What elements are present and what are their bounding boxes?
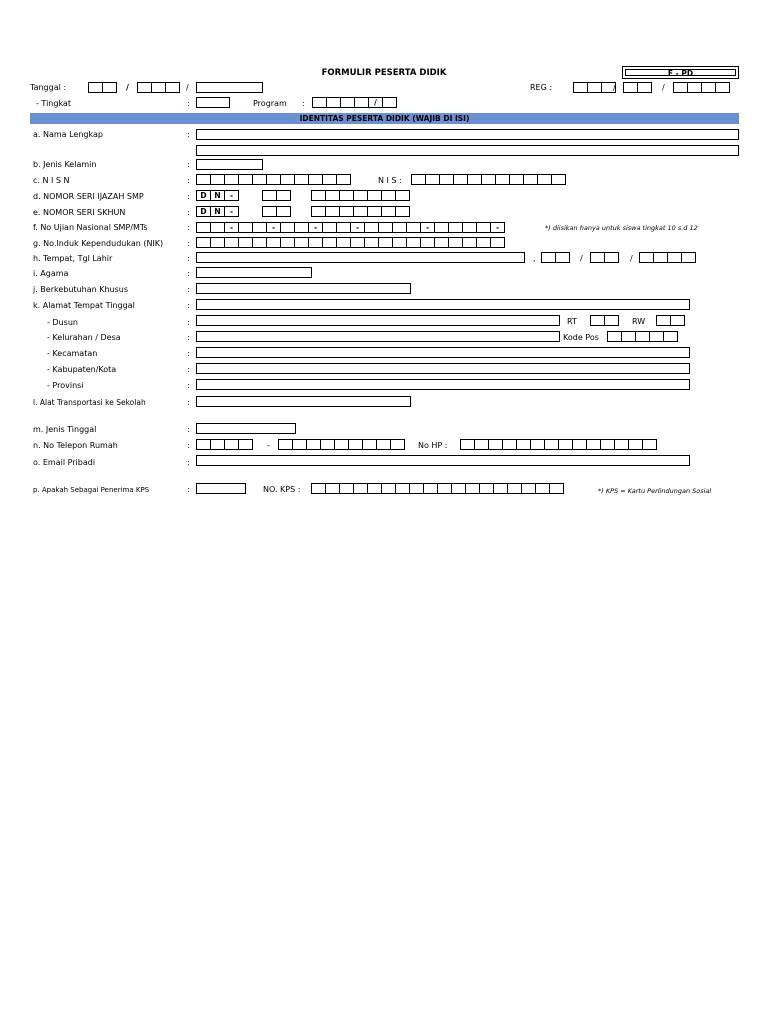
rt-boxes[interactable] [590, 315, 619, 326]
colon: : [187, 192, 190, 201]
reg-slash-1: / [613, 83, 616, 92]
email-field[interactable] [196, 455, 690, 466]
tempat-lahir-field[interactable] [196, 252, 525, 263]
label-no-hp: No HP : [418, 441, 448, 450]
alamat-field[interactable] [196, 299, 690, 310]
label-provinsi: - Provinsi [47, 381, 84, 390]
label-ijazah: d. NOMOR SERI IJAZAH SMP [33, 192, 144, 201]
colon: : [187, 425, 190, 434]
jenis-kelamin-field[interactable] [196, 159, 263, 170]
label-nik: g. No.Induk Kependudukan (NIK) [33, 239, 164, 248]
label-penerima-kps: p. Apakah Sebagai Penerima KPS [33, 486, 150, 494]
colon: : [187, 301, 190, 310]
ijazah-boxes-2[interactable] [311, 190, 410, 201]
tanggal-day-boxes[interactable] [88, 82, 117, 93]
telepon-kode-area-boxes[interactable] [196, 439, 253, 450]
dusun-field[interactable] [196, 315, 560, 326]
slash: / [630, 254, 633, 263]
nama-lengkap-field-1[interactable] [196, 129, 739, 140]
label-kelurahan: - Kelurahan / Desa [47, 333, 121, 342]
tingkat-field[interactable] [196, 97, 230, 108]
nik-boxes[interactable] [196, 237, 505, 248]
form-code: F - PD [625, 69, 736, 76]
label-tempat-tgl-lahir: h. Tempat, Tgl Lahir [33, 254, 113, 263]
tingkat-label: - Tingkat [36, 99, 71, 108]
label-dusun: - Dusun [47, 318, 78, 327]
comma: , [533, 254, 536, 263]
colon: : [187, 318, 190, 327]
label-jenis-kelamin: b. Jenis Kelamin [33, 160, 97, 169]
colon: : [187, 458, 190, 467]
label-nis: N I S : [378, 176, 402, 185]
rw-boxes[interactable] [656, 315, 685, 326]
colon: : [187, 381, 190, 390]
provinsi-field[interactable] [196, 379, 690, 390]
ujian-nasional-boxes[interactable]: - - - - - - [196, 222, 505, 233]
label-no-kps: NO. KPS : [263, 485, 301, 494]
colon: : [187, 441, 190, 450]
label-kecamatan: - Kecamatan [47, 349, 98, 358]
colon: : [187, 485, 190, 494]
program-label: Program [253, 99, 287, 108]
tanggal-slash-1: / [126, 83, 129, 92]
reg-boxes-1[interactable] [573, 82, 616, 93]
tanggal-month-boxes[interactable] [137, 82, 180, 93]
dash: - [267, 441, 270, 450]
label-nama-lengkap: a. Nama Lengkap [33, 130, 103, 139]
colon: : [187, 160, 190, 169]
colon: : [187, 208, 190, 217]
reg-label: REG : [530, 83, 553, 92]
colon: : [187, 223, 190, 232]
label-berkebutuhan-khusus: j. Berkebutuhan Khusus [33, 285, 129, 294]
agama-field[interactable] [196, 267, 312, 278]
no-kps-boxes[interactable] [311, 483, 564, 494]
section-banner [30, 113, 739, 124]
tanggal-year-field[interactable] [196, 82, 263, 93]
tgl-lahir-month-boxes[interactable] [590, 252, 619, 263]
tgl-lahir-year-boxes[interactable] [639, 252, 696, 263]
no-hp-boxes[interactable] [460, 439, 657, 450]
label-jenis-tinggal: m. Jenis Tinggal [33, 425, 97, 434]
jenis-tinggal-field[interactable] [196, 423, 296, 434]
colon: : [187, 398, 190, 407]
colon: : [187, 99, 190, 108]
label-agama: i. Agama [33, 269, 69, 278]
label-kabupaten: - Kabupaten/Kota [47, 365, 117, 374]
colon: : [187, 130, 190, 139]
tgl-lahir-day-boxes[interactable] [541, 252, 570, 263]
ijazah-dn-boxes[interactable]: D N - [196, 190, 239, 201]
colon: : [302, 99, 305, 108]
label-email: o. Email Pribadi [33, 458, 96, 467]
kabupaten-field[interactable] [196, 363, 690, 374]
form-code-box [622, 66, 739, 79]
section-banner-title: IDENTITAS PESERTA DIDIK (WAJIB DI ISI) [299, 114, 470, 123]
kecamatan-field[interactable] [196, 347, 690, 358]
telepon-nomor-boxes[interactable] [278, 439, 405, 450]
skhun-boxes-1[interactable] [262, 206, 291, 217]
kps-note: *) KPS = Kartu Perlindungan Sosial [598, 487, 712, 495]
label-rt: RT [567, 317, 577, 326]
label-kode-pos: Kode Pos [563, 333, 599, 342]
tanggal-slash-2: / [186, 83, 189, 92]
skhun-dn-boxes[interactable]: D N - [196, 206, 239, 217]
colon: : [187, 333, 190, 342]
nisn-boxes[interactable] [196, 174, 351, 185]
ujian-nasional-note: *) diisikan hanya untuk siswa tingkat 10 s.d 12 [545, 224, 698, 232]
nis-boxes[interactable] [411, 174, 566, 185]
label-skhun: e. NOMOR SERI SKHUN [33, 208, 126, 217]
reg-boxes-3[interactable] [673, 82, 730, 93]
berkebutuhan-khusus-field[interactable] [196, 283, 411, 294]
reg-boxes-2[interactable] [623, 82, 652, 93]
transportasi-field[interactable] [196, 396, 411, 407]
penerima-kps-field[interactable] [196, 483, 246, 494]
label-telepon-rumah: n. No Telepon Rumah [33, 441, 118, 450]
colon: : [187, 349, 190, 358]
nama-lengkap-field-2[interactable] [196, 145, 739, 156]
reg-slash-2: / [662, 83, 665, 92]
ijazah-boxes-1[interactable] [262, 190, 291, 201]
colon: : [187, 269, 190, 278]
label-transportasi: l. Alat Transportasi ke Sekolah [33, 398, 146, 407]
label-alamat: k. Alamat Tempat Tinggal [33, 301, 135, 310]
kelurahan-field[interactable] [196, 331, 560, 342]
colon: : [187, 239, 190, 248]
colon: : [187, 285, 190, 294]
program-boxes[interactable]: / [312, 97, 397, 108]
tanggal-label: Tanggal : [30, 83, 67, 92]
skhun-boxes-2[interactable] [311, 206, 410, 217]
label-rw: RW [632, 317, 646, 326]
colon: : [187, 176, 190, 185]
colon: : [187, 365, 190, 374]
label-ujian-nasional: f. No Ujian Nasional SMP/MTs [33, 223, 148, 232]
label-nisn: c. N I S N [33, 176, 70, 185]
colon: : [187, 254, 190, 263]
slash: / [580, 254, 583, 263]
kode-pos-boxes[interactable] [607, 331, 678, 342]
form-title: FORMULIR PESERTA DIDIK [321, 68, 447, 78]
